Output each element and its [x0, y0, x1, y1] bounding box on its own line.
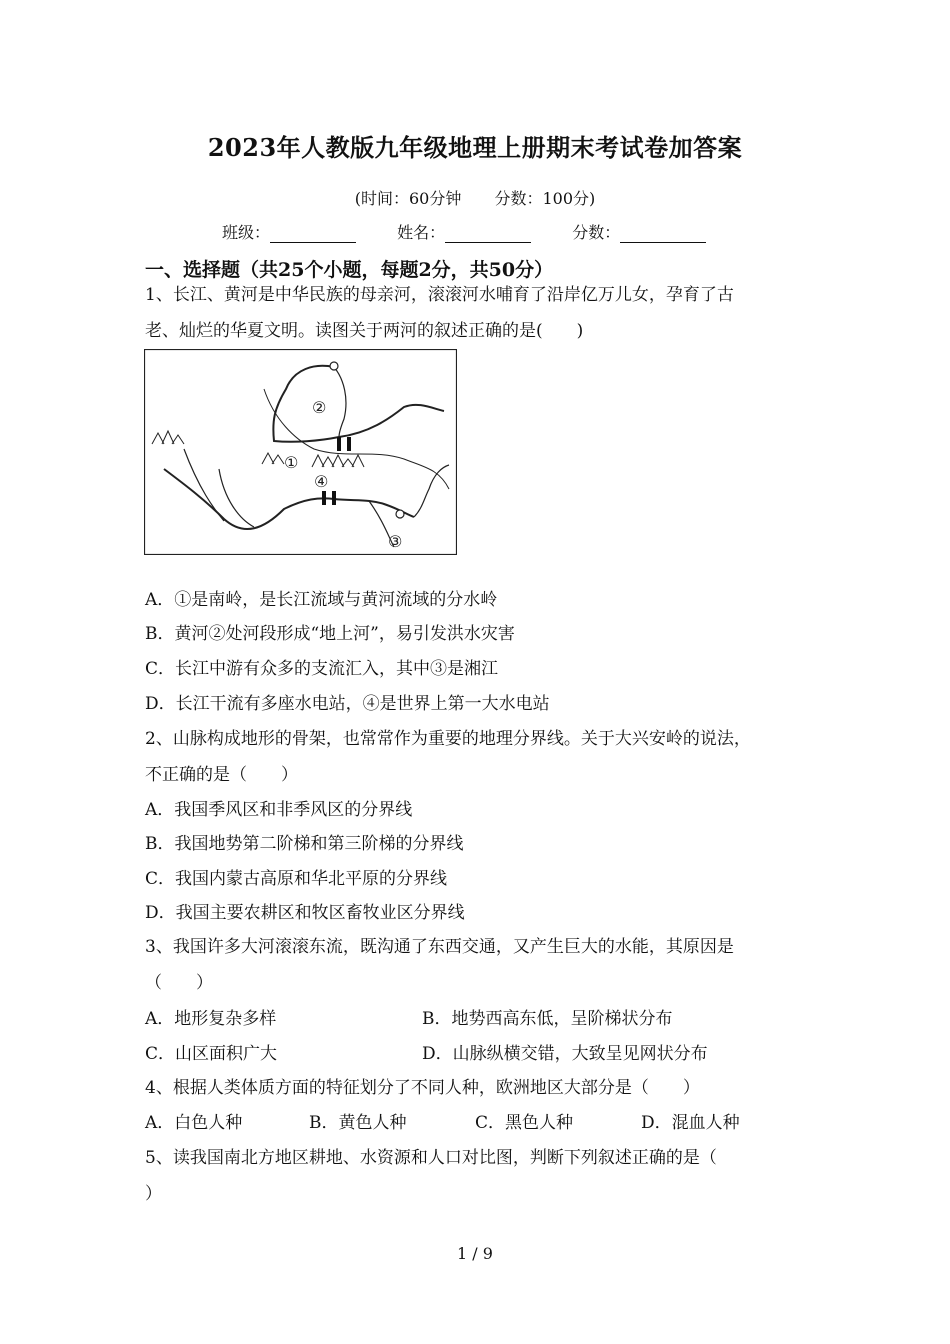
class-blank[interactable] — [270, 228, 356, 243]
q4-stem: 4、根据人类体质方面的特征划分了不同人种，欧洲地区大部分是（ ） — [145, 1078, 700, 1098]
class-label: 班级： — [222, 223, 271, 242]
q1-stem-line2: 老、灿烂的华夏文明。读图关于两河的叙述正确的是( ) — [145, 321, 584, 341]
q3-option-a[interactable]: A．地形复杂多样 — [145, 1009, 277, 1029]
q2-option-c[interactable]: C．我国内蒙古高原和华北平原的分界线 — [145, 869, 448, 889]
q2-option-d[interactable]: D．我国主要农耕区和牧区畜牧业区分界线 — [145, 903, 465, 923]
q3-option-b[interactable]: B．地势西高东低，呈阶梯状分布 — [422, 1009, 673, 1029]
q4-option-d[interactable]: D．混血人种 — [641, 1113, 740, 1133]
q3-option-c[interactable]: C．山区面积广大 — [145, 1044, 278, 1064]
name-blank[interactable] — [445, 228, 531, 243]
q2-stem-line2: 不正确的是（ ） — [145, 765, 298, 785]
exam-time: (时间：60分钟 — [354, 189, 462, 208]
score-field — [572, 220, 706, 243]
q1-option-c[interactable]: C．长江中游有众多的支流汇入，其中③是湘江 — [145, 659, 499, 679]
student-info — [222, 220, 742, 243]
score-label: 分数： — [572, 223, 621, 242]
q2-option-a[interactable]: A．我国季风区和非季风区的分界线 — [145, 800, 413, 820]
q4-option-b[interactable]: B．黄色人种 — [309, 1113, 407, 1133]
page-number: 1 / 9 — [457, 1244, 493, 1263]
q1-option-d[interactable]: D．长江干流有多座水电站，④是世界上第一大水电站 — [145, 694, 550, 714]
page-title: 2023年人教版九年级地理上册期末考试卷加答案 — [207, 133, 743, 162]
q2-option-b[interactable]: B．我国地势第二阶梯和第三阶梯的分界线 — [145, 834, 464, 854]
q3-stem-line1: 3、我国许多大河滚滚东流，既沟通了东西交通，又产生巨大的水能，其原因是 — [145, 937, 734, 957]
exam-meta — [0, 186, 950, 209]
section-heading: 一、选择题（共25个小题，每题2分，共50分） — [145, 259, 554, 281]
score-blank[interactable] — [620, 228, 706, 243]
q3-stem-line2: （ ） — [145, 973, 213, 993]
name-label: 姓名： — [397, 223, 446, 242]
q4-option-c[interactable]: C．黑色人种 — [475, 1113, 574, 1133]
q5-stem-line2: ） — [145, 1184, 162, 1204]
map-label-4: ④ — [314, 472, 329, 491]
q5-stem-line1: 5、读我国南北方地区耕地、水资源和人口对比图，判断下列叙述正确的是（ — [145, 1148, 717, 1168]
name-field — [397, 220, 531, 243]
q1-option-b[interactable]: B．黄河②处河段形成“地上河”，易引发洪水灾害 — [145, 624, 515, 644]
q2-stem-line1: 2、山脉构成地形的骨架，也常常作为重要的地理分界线。关于大兴安岭的说法， — [145, 729, 751, 749]
q1-stem-line1: 1、长江、黄河是中华民族的母亲河，滚滚河水哺育了沿岸亿万儿女，孕育了古 — [145, 285, 734, 305]
map-label-1: ① — [284, 453, 299, 472]
q4-option-a[interactable]: A．白色人种 — [145, 1113, 243, 1133]
map-label-3: ③ — [388, 532, 403, 551]
map-label-2: ② — [312, 398, 327, 417]
q3-option-d[interactable]: D．山脉纵横交错，大致呈见网状分布 — [422, 1044, 708, 1064]
exam-total-score: 分数：100分) — [494, 189, 596, 208]
river-map — [144, 349, 457, 555]
q1-option-a[interactable]: A．①是南岭，是长江流域与黄河流域的分水岭 — [145, 590, 498, 610]
class-field — [222, 220, 356, 243]
